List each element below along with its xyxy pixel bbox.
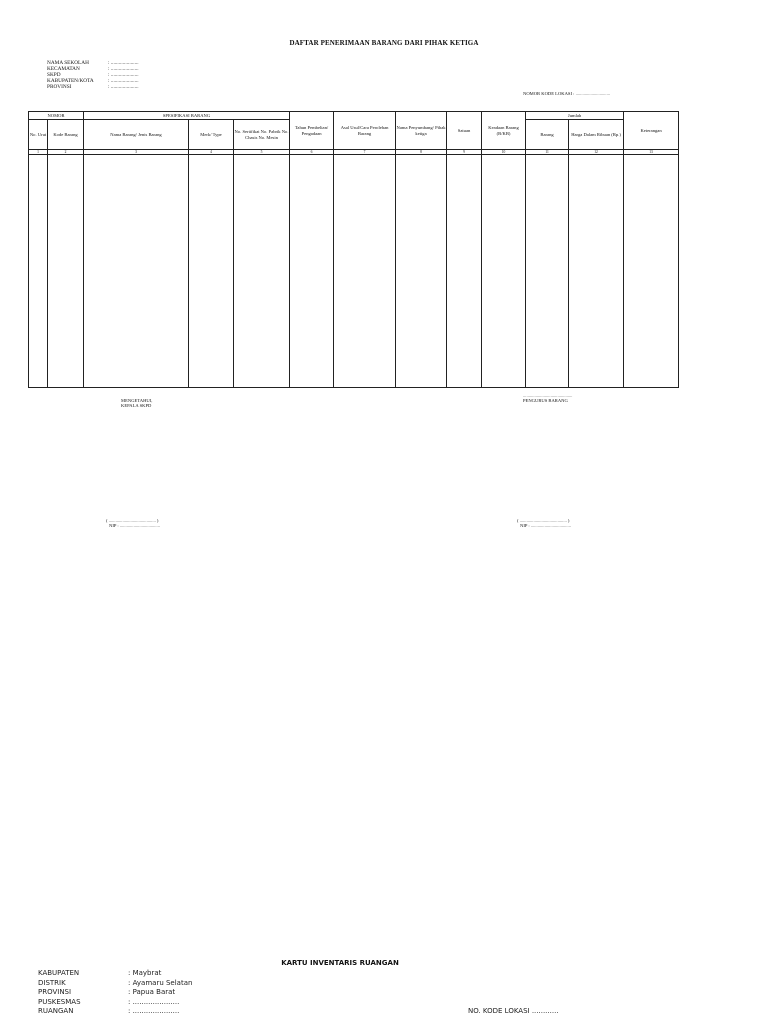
sign-nip: NIP : ...................................: [520, 523, 571, 529]
info-row-kabupaten: [38, 969, 192, 979]
form2-info-block: [38, 969, 192, 1017]
info-value: : .....................: [108, 84, 139, 91]
table-cell: [624, 155, 679, 388]
info-row-provinsi: [47, 84, 139, 90]
header-jumlah: Jumlah: [526, 112, 624, 120]
table-cell: [234, 155, 290, 388]
table-body-row: [29, 155, 679, 388]
table-cell: [48, 155, 84, 388]
info-row-ruangan: [38, 1007, 192, 1017]
penerimaan-table: [28, 111, 679, 388]
col-number: 3: [84, 150, 189, 155]
info-value: : Ayamaru Selatan: [128, 978, 193, 987]
col-number: 9: [447, 150, 482, 155]
signature-right: [523, 393, 572, 404]
col-number: 2: [48, 150, 84, 155]
header-jml-barang: Barang: [526, 120, 569, 150]
table-cell: [290, 155, 334, 388]
sign-left-title: MENGETAHUI,: [121, 398, 153, 403]
table-cell: [569, 155, 624, 388]
header-keadaan: Keadaan Barang (B/KB): [482, 112, 526, 150]
col-number: 11: [526, 150, 569, 155]
table-cell: [396, 155, 447, 388]
info-value: : .....................: [108, 72, 139, 79]
info-value: : .....................: [128, 1007, 180, 1016]
header-asal: Asal Usul/Cara Perolehan Barang: [334, 112, 396, 150]
info-label: SKPD: [47, 72, 61, 79]
sign-left-role: KEPALA SKPD: [121, 403, 152, 409]
header-nama-barang: Nama Barang/ Jenis Barang: [84, 120, 189, 150]
header-penyumbang: Nama Penyumbang/ Pihak ketiga: [396, 112, 447, 150]
info-label: RUANGAN: [38, 1007, 74, 1016]
info-label: NAMA SEKOLAH: [47, 60, 89, 66]
col-number: 12: [569, 150, 624, 155]
form1-title: DAFTAR PENERIMAAN BARANG DARI PIHAK KETIGA: [289, 39, 479, 47]
table-cell: [447, 155, 482, 388]
col-number: 7: [334, 150, 396, 155]
info-label: PUSKESMAS: [38, 997, 81, 1006]
header-satuan: Satuan: [447, 112, 482, 150]
info-row-provinsi: [38, 988, 192, 998]
info-label: PROVINSI: [38, 988, 72, 997]
table-cell: [84, 155, 189, 388]
info-value: : .....................: [108, 60, 139, 66]
form1-kode-lokasi: NOMOR KODE LOKASI : ..............................: [523, 91, 611, 96]
sign-nip: NIP : ...................................: [109, 523, 160, 529]
col-number: 8: [396, 150, 447, 155]
table-cell: [482, 155, 526, 388]
table-cell: [189, 155, 234, 388]
header-tahun: Tahun Pembelian/ Pengadaan: [290, 112, 334, 150]
form2-title: KARTU INVENTARIS RUANGAN: [281, 959, 399, 967]
info-label: KECAMATAN: [47, 66, 80, 73]
info-row-distrik: [38, 979, 192, 989]
signature-left-name: [106, 518, 160, 529]
info-label: DISTRIK: [38, 978, 66, 987]
info-label: KABUPATEN/KOTA: [47, 78, 94, 85]
table-cell: [334, 155, 396, 388]
sign-right-dots: ...........................................: [523, 393, 573, 398]
col-number: 10: [482, 150, 526, 155]
header-spesifikasi: SPESIFIKASI BARANG: [84, 112, 290, 120]
info-label: PROVINSI: [47, 84, 72, 91]
header-kode-barang: Kode Barang: [48, 120, 84, 150]
header-no-urut: No. Urut: [29, 120, 48, 150]
signature-left: [121, 398, 152, 409]
form1-info-block: [47, 60, 139, 90]
col-number: 4: [189, 150, 234, 155]
col-number: 13: [624, 150, 679, 155]
header-keterangan: Keterangan: [624, 112, 679, 150]
col-number: 6: [290, 150, 334, 155]
col-number: 5: [234, 150, 290, 155]
info-label: KABUPATEN: [38, 969, 80, 977]
info-value: : .....................: [128, 997, 180, 1006]
header-harga: Harga Dalam Ribuan (Rp.): [569, 120, 624, 150]
header-sertifikat: No. Sertifikat No. Pabrik No. Chasis No. Mesin: [234, 120, 290, 150]
info-value: : .....................: [108, 66, 139, 73]
info-value: : Maybrat: [128, 969, 162, 977]
signature-right-name: [517, 518, 571, 529]
info-row-puskesmas: [38, 998, 192, 1008]
table-cell: [526, 155, 569, 388]
sign-name: ( ......................................... ): [517, 518, 570, 523]
table-cell: [29, 155, 48, 388]
form2-kode-lokasi: NO. KODE LOKASI ............: [468, 1007, 559, 1015]
info-value: : Papua Barat: [128, 988, 176, 997]
sign-right-role: PENGURUS BARANG: [523, 398, 568, 404]
info-value: : .....................: [108, 78, 139, 85]
col-number: 1: [29, 150, 48, 155]
sign-name: ( ......................................... ): [106, 518, 159, 523]
header-nomor: NOMOR: [29, 112, 84, 120]
header-merk: Merk/ Type: [189, 120, 234, 150]
